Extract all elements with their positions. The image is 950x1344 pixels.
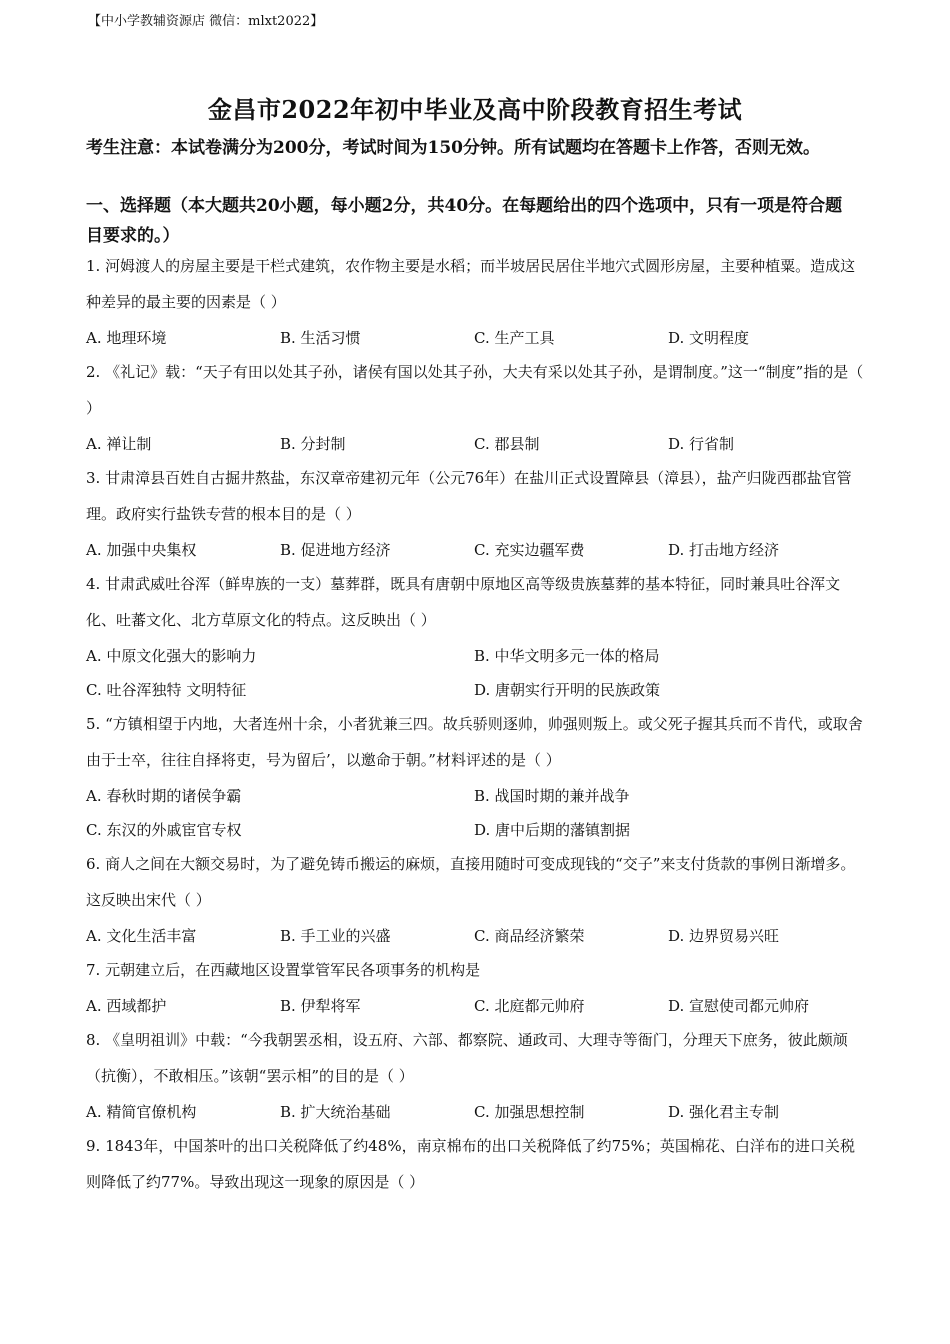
option-b: B. 分封制 bbox=[280, 434, 346, 453]
header-note: 【中小学教辅资源店 微信：mlxt2022】 bbox=[88, 14, 324, 29]
option-d: D. 宣慰使司都元帅府 bbox=[668, 996, 810, 1015]
question-1 bbox=[86, 248, 866, 354]
exam-notice: 考生注意：本试卷满分为200分，考试时间为150分钟。所有试题均在答题卡上作答，否则无效。 bbox=[86, 138, 820, 158]
section-heading: 一、选择题（本大题共20小题，每小题2分，共40分。在每题给出的四个选项中，只有一项是符合题目要求的。） bbox=[86, 196, 843, 246]
option-b: B. 生活习惯 bbox=[280, 328, 361, 347]
option-b: B. 手工业的兴盛 bbox=[280, 926, 391, 945]
question-stem: 6. 商人之间在大额交易时，为了避免铸币搬运的麻烦，直接用随时可变成现钱的“交子”来支付货款的事例日渐增多。这反映出宋代（ ） bbox=[86, 855, 856, 909]
option-a: A. 中原文化强大的影响力 bbox=[86, 646, 257, 665]
question-stem: 8. 《皇明祖训》中载：“今我朝罢丞相，设五府、六部、都察院、通政司、大理寺等衙门，分理天下庶务，彼此颇颃（抗衡），不敢相压。”该朝“罢示相”的目的是（ ） bbox=[86, 1031, 848, 1085]
option-row bbox=[86, 320, 866, 354]
question-5 bbox=[86, 706, 866, 846]
option-d: D. 行省制 bbox=[668, 434, 735, 453]
option-a: A. 加强中央集权 bbox=[86, 540, 197, 559]
option-a: A. 西域都护 bbox=[86, 996, 167, 1015]
option-b: B. 促进地方经济 bbox=[280, 540, 391, 559]
option-row bbox=[86, 426, 866, 460]
option-d: D. 唐朝实行开明的民族政策 bbox=[474, 680, 661, 699]
option-b: B. 中华文明多元一体的格局 bbox=[474, 646, 660, 665]
question-8 bbox=[86, 1022, 866, 1128]
question-stem: 9. 1843年，中国茶叶的出口关税降低了约48%，南京棉布的出口关税降低了约75%；英国棉花、白洋布的进口关税则降低了约77%。导致出现这一现象的原因是（ ） bbox=[86, 1137, 855, 1191]
question-stem: 3. 甘肃漳县百姓自古掘井熬盐，东汉章帝建初元年（公元76年）在盐川正式设置障县（漳县），盐产归陇西郡盐官管理。政府实行盐铁专营的根本目的是（ ） bbox=[86, 469, 852, 523]
option-c: C. 加强思想控制 bbox=[474, 1102, 585, 1121]
option-d: D. 强化君主专制 bbox=[668, 1102, 780, 1121]
option-b: B. 扩大统治基础 bbox=[280, 1102, 391, 1121]
option-c: C. 商品经济繁荣 bbox=[474, 926, 585, 945]
page-title: 金昌市2022年初中毕业及高中阶段教育招生考试 bbox=[207, 95, 743, 124]
option-c: C. 充实边疆军费 bbox=[474, 540, 585, 559]
option-row bbox=[86, 532, 866, 566]
option-a: A. 地理环境 bbox=[86, 328, 167, 347]
question-3 bbox=[86, 460, 866, 566]
option-c: C. 生产工具 bbox=[474, 328, 555, 347]
question-stem: 5. “方镇相望于内地，大者连州十余，小者犹兼三四。故兵骄则逐帅，帅强则叛上。或父死子握其兵而不肯代，或取舍由于士卒，往往自择将吏，号为留后’，以邀命于朝。”材料评述的是（ ） bbox=[86, 715, 863, 769]
question-stem: 1. 河姆渡人的房屋主要是干栏式建筑，农作物主要是水稻；而半坡居民居住半地穴式圆形房屋，主要种植粟。造成这种差异的最主要的因素是（ ） bbox=[86, 257, 856, 311]
option-d: D. 打击地方经济 bbox=[668, 540, 780, 559]
option-a: A. 精简官僚机构 bbox=[86, 1102, 197, 1121]
option-row bbox=[86, 918, 866, 952]
option-d: D. 唐中后期的藩镇割据 bbox=[474, 820, 631, 839]
question-list bbox=[86, 248, 866, 1200]
question-2 bbox=[86, 354, 866, 460]
question-4 bbox=[86, 566, 866, 706]
question-stem: 7. 元朝建立后，在西藏地区设置掌管军民各项事务的机构是 bbox=[86, 961, 481, 979]
option-c: C. 东汉的外戚宦官专权 bbox=[86, 820, 242, 839]
question-6 bbox=[86, 846, 866, 952]
question-stem: 2. 《礼记》载：“天子有田以处其子孙，诸侯有国以处其子孙，大夫有采以处其子孙，是谓制度。”这一“制度”指的是（ ） bbox=[86, 363, 864, 417]
option-row bbox=[86, 1094, 866, 1128]
option-row bbox=[86, 988, 866, 1022]
option-d: D. 边界贸易兴旺 bbox=[668, 926, 780, 945]
option-row bbox=[86, 672, 866, 706]
option-b: B. 战国时期的兼并战争 bbox=[474, 786, 630, 805]
option-a: A. 文化生活丰富 bbox=[86, 926, 197, 945]
question-9 bbox=[86, 1128, 866, 1200]
option-d: D. 文明程度 bbox=[668, 328, 750, 347]
option-a: A. 禅让制 bbox=[86, 434, 152, 453]
option-b: B. 伊犁将军 bbox=[280, 996, 361, 1015]
option-c: C. 北庭都元帅府 bbox=[474, 996, 585, 1015]
option-a: A. 春秋时期的诸侯争霸 bbox=[86, 786, 242, 805]
option-row bbox=[86, 812, 866, 846]
question-stem: 4. 甘肃武威吐谷浑（鲜卑族的一支）墓葬群，既具有唐朝中原地区高等级贵族墓葬的基本特征，同时兼具吐谷浑文化、吐蕃文化、北方草原文化的特点。这反映出（ ） bbox=[86, 575, 841, 629]
option-c: C. 吐谷浑独特 文明特征 bbox=[86, 680, 247, 699]
option-row bbox=[86, 638, 866, 672]
option-c: C. 郡县制 bbox=[474, 434, 540, 453]
question-7 bbox=[86, 952, 866, 1022]
option-row bbox=[86, 778, 866, 812]
